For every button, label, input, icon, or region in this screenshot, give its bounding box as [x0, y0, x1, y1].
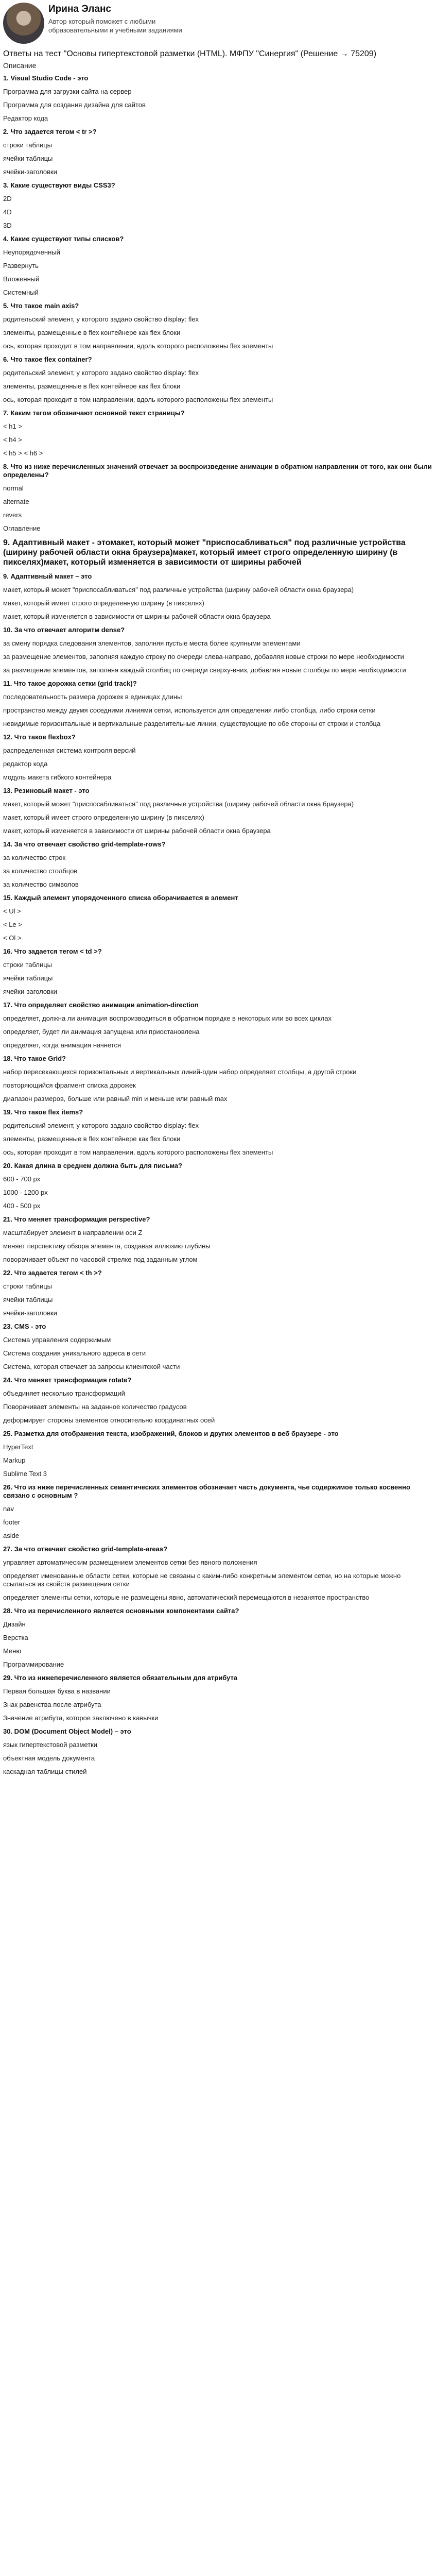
question-title: 29. Что из нижеперечисленного является обязательным для атрибута — [3, 1674, 238, 1682]
answer-option: Система создания уникального адреса в сети — [3, 1349, 146, 1357]
author-description: Автор который поможет с любыми образовательными и учебными заданиями — [48, 18, 182, 34]
answer-option: Оглавление — [3, 524, 41, 532]
question-block — [3, 1674, 433, 1722]
answer-option: Вложенный — [3, 275, 40, 283]
answer-option: за смену порядка следования элементов, заполняя пустые места более крупными элементами — [3, 639, 301, 647]
answer-option: повторяющийся фрагмент списка дорожек — [3, 1081, 136, 1089]
answer-option: Первая большая буква в названии — [3, 1687, 111, 1695]
author-info — [48, 3, 208, 35]
answer-option: строки таблицы — [3, 141, 53, 149]
question-title: 10. За что отвечает алгоритм dense? — [3, 626, 125, 634]
question-block — [3, 1727, 433, 1776]
answer-option: Развернуть — [3, 262, 39, 269]
answer-option: родительский элемент, у которого задано свойство display: flex — [3, 315, 199, 323]
question-title: 8. Что из ниже перечисленных значений отвечает за воспроизведение анимации в обратном направлении от того, как они были определены? — [3, 463, 432, 479]
answer-option: < Ol > — [3, 934, 22, 942]
question-block — [3, 74, 433, 123]
question-title: 5. Что такое main axis? — [3, 302, 79, 310]
answer-option: ячейки таблицы — [3, 155, 53, 162]
answer-option: распределенная система контроля версий — [3, 747, 136, 754]
answer-option: объединяет несколько трансформаций — [3, 1389, 125, 1397]
answer-option: ячейки таблицы — [3, 1296, 53, 1303]
answer-option: модуль макета гибкого контейнера — [3, 773, 112, 781]
question-title: 17. Что определяет свойство анимации animation-direction — [3, 1001, 199, 1009]
question-block — [3, 1269, 433, 1317]
answer-option: за количество символов — [3, 880, 79, 888]
author-card — [3, 0, 433, 49]
question-title: 9. Адаптивный макет – это — [3, 572, 92, 580]
answer-option: 3D — [3, 222, 12, 229]
question-title: 7. Каким тегом обозначают основной текст страницы? — [3, 409, 185, 417]
description-label: Описание — [3, 61, 37, 70]
question-title: 2. Что задается тегом < tr >? — [3, 128, 97, 135]
question-block — [3, 1430, 433, 1478]
author-name[interactable]: Ирина Эланс — [48, 4, 111, 14]
answer-option: определяет, должна ли анимация воспроизводиться в обратном порядке в некоторых или во всех циклах — [3, 1014, 332, 1022]
question-title: 11. Что такое дорожка сетки (grid track)? — [3, 680, 137, 687]
answer-option: язык гипертекстовой разметки — [3, 1741, 98, 1749]
answer-option: 400 - 500 px — [3, 1202, 41, 1210]
answer-option: элементы, размещенные в flex контейнере как flex блоки — [3, 382, 181, 390]
answer-option: за количество столбцов — [3, 867, 78, 875]
answer-option: Система управления содержимым — [3, 1336, 111, 1344]
question-title: 27. За что отвечает свойство grid-template-areas? — [3, 1545, 168, 1553]
answer-option: макет, который может "приспосабливаться" под различные устройства (ширину рабочей области окна браузера) — [3, 800, 354, 808]
question-block — [3, 128, 433, 176]
answer-option: Sublime Text 3 — [3, 1470, 47, 1478]
answer-option: Дизайн — [3, 1620, 26, 1628]
answer-option: последовательность размера дорожек в единицах длины — [3, 693, 182, 701]
question-block — [3, 1323, 433, 1371]
answer-option: за количество строк — [3, 854, 66, 861]
question-title: 3. Какие существуют виды CSS3? — [3, 181, 115, 189]
answer-option: меняет перспективу обзора элемента, создавая иллюзию глубины — [3, 1242, 211, 1250]
document-title: Ответы на тест "Основы гипертекстовой разметки (HTML). МФПУ "Синергия" (Решение → 75209) — [3, 49, 377, 58]
question-list — [3, 74, 433, 1776]
question-title: 28. Что из перечисленного является основными компонентами сайта? — [3, 1607, 239, 1615]
answer-option: строки таблицы — [3, 961, 53, 969]
answer-option: макет, который изменяется в зависимости от ширины рабочей области окна браузера — [3, 613, 271, 620]
question-block — [3, 733, 433, 782]
answer-option: HyperText — [3, 1443, 33, 1451]
question-title: 19. Что такое flex items? — [3, 1108, 83, 1116]
answer-option: < h5 > < h6 > — [3, 449, 43, 457]
answer-option: определяет элементы сетки, которые не размещены явно, автоматический перемещаются в незанятое пространство — [3, 1594, 370, 1601]
question-title: 15. Каждый элемент упорядоченного списка оборачивается в элемент — [3, 894, 238, 902]
question-block — [3, 1055, 433, 1103]
answer-option: деформирует стороны элементов относительно координатных осей — [3, 1416, 215, 1424]
question-block — [3, 1483, 433, 1540]
question-block — [3, 538, 433, 567]
answer-option: макет, который имеет строго определенную ширину (в пикселях) — [3, 814, 204, 821]
question-block — [3, 1215, 433, 1264]
answer-option: aside — [3, 1532, 20, 1539]
question-block — [3, 1001, 433, 1049]
answer-option: alternate — [3, 498, 29, 505]
question-title: 1. Visual Studio Code - это — [3, 74, 89, 82]
question-block — [3, 1607, 433, 1669]
answer-option: 2D — [3, 195, 12, 202]
question-block — [3, 787, 433, 835]
answer-option: Программа для загрузки сайта на сервер — [3, 88, 132, 95]
answer-option: каскадная таблицы стилей — [3, 1768, 87, 1775]
answer-option: revers — [3, 511, 22, 519]
question-title: 6. Что такое flex container? — [3, 355, 92, 363]
answer-option: < Le > — [3, 921, 22, 928]
question-title: 9. Адаптивный макет - этомакет, который может "приспосабливаться" под различные устройства (ширину рабочей области окна браузера)макет, который имеет строго определенную ширину (в пикселях)макет, который изменяется в зависимости от ширины рабочей — [3, 538, 406, 567]
question-block — [3, 1545, 433, 1602]
answer-option: ось, которая проходит в том направлении, вдоль которого расположены flex элементы — [3, 396, 273, 403]
answer-option: за размещение элементов, заполняя каждый столбец по очереди сверху-вниз, добавляя новые столбцы по мере необходимости — [3, 666, 406, 674]
answer-option: определяет, будет ли анимация запущена или приостановлена — [3, 1028, 200, 1036]
question-title: 4. Какие существуют типы списков? — [3, 235, 124, 243]
answer-option: ячейки-заголовки — [3, 1309, 57, 1317]
answer-option: набор пересекающихся горизонтальных и вертикальных линий-один набор определяет столбцы, а другой строки — [3, 1068, 357, 1076]
answer-option: Markup — [3, 1456, 26, 1464]
question-title: 13. Резиновый макет - это — [3, 787, 90, 794]
answer-option: ячейки-заголовки — [3, 988, 57, 995]
question-title: 21. Что меняет трансформация perspective? — [3, 1215, 150, 1223]
question-title: 20. Какая длина в среднем должна быть для письма? — [3, 1162, 183, 1170]
answer-option: Неупорядоченный — [3, 248, 60, 256]
answer-option: Поворачивает элементы на заданное количество градусов — [3, 1403, 187, 1411]
question-title: 14. За что отвечает свойство grid-template-rows? — [3, 840, 166, 848]
answer-option: ось, которая проходит в том направлении, вдоль которого расположены flex элементы — [3, 1148, 273, 1156]
answer-option: Верстка — [3, 1634, 28, 1641]
question-block — [3, 463, 433, 533]
answer-option: nav — [3, 1505, 14, 1513]
question-title: 24. Что меняет трансформация rotate? — [3, 1376, 132, 1384]
answer-option: Программа для создания дизайна для сайтов — [3, 101, 146, 109]
question-block — [3, 572, 433, 621]
question-title: 18. Что такое Grid? — [3, 1055, 66, 1062]
answer-option: поворачивает объект по часовой стрелке под заданным углом — [3, 1256, 198, 1263]
answer-option: Программирование — [3, 1660, 64, 1668]
answer-option: определяет, когда анимация начнется — [3, 1041, 121, 1049]
question-title: 30. DOM (Document Object Model) – это — [3, 1727, 131, 1735]
question-block — [3, 680, 433, 728]
answer-option: ось, которая проходит в том направлении, вдоль которого расположены flex элементы — [3, 342, 273, 350]
question-block — [3, 235, 433, 297]
question-title: 16. Что задается тегом < td >? — [3, 947, 102, 955]
answer-option: масштабирует элемент в направлении оси Z — [3, 1229, 143, 1236]
answer-option: 1000 - 1200 px — [3, 1189, 48, 1196]
question-block — [3, 355, 433, 404]
answer-option: редактор кода — [3, 760, 48, 768]
answer-option: < h1 > — [3, 422, 22, 430]
answer-option: < h4 > — [3, 436, 22, 444]
answer-option: пространство между двумя соседними линиями сетки, используется для определения либо столбца, либо строки сетки — [3, 706, 376, 714]
question-block — [3, 1376, 433, 1425]
question-block — [3, 409, 433, 457]
answer-option: Системный — [3, 289, 39, 296]
question-block — [3, 626, 433, 674]
answer-option: невидимые горизонтальные и вертикальные разделительные линии, существующие по обе стороны от строки и столбца — [3, 720, 381, 727]
answer-option: ячейки-заголовки — [3, 168, 57, 176]
answer-option: диапазон размеров, больше или равный min и меньше или равный max — [3, 1095, 228, 1103]
question-title: 26. Что из ниже перечисленных семантических элементов обозначает часть документа, чье содержимое только косвенно связано с основным ? — [3, 1483, 410, 1499]
question-block — [3, 947, 433, 996]
question-block — [3, 1162, 433, 1210]
question-title: 25. Разметка для отображения текста, изображений, блоков и других элементов в веб браузере - это — [3, 1430, 339, 1437]
answer-option: ячейки таблицы — [3, 974, 53, 982]
answer-option: родительский элемент, у которого задано свойство display: flex — [3, 1122, 199, 1129]
answer-option: родительский элемент, у которого задано свойство display: flex — [3, 369, 199, 377]
answer-option: Знак равенства после атрибута — [3, 1701, 101, 1708]
author-avatar[interactable] — [3, 3, 44, 44]
answer-option: строки таблицы — [3, 1282, 53, 1290]
answer-option: элементы, размещенные в flex контейнере как flex блоки — [3, 329, 181, 336]
answer-option: Значение атрибута, которое заключено в кавычки — [3, 1714, 159, 1722]
answer-option: объектная модель документа — [3, 1754, 95, 1762]
question-block — [3, 302, 433, 350]
question-title: 23. CMS - это — [3, 1323, 46, 1330]
answer-option: Система, которая отвечает за запросы клиентской части — [3, 1363, 180, 1370]
question-block — [3, 1108, 433, 1157]
question-title: 22. Что задается тегом < th >? — [3, 1269, 102, 1277]
answer-option: 4D — [3, 208, 12, 216]
answer-option: макет, который изменяется в зависимости от ширины рабочей области окна браузера — [3, 827, 271, 835]
answer-option: макет, который может "приспосабливаться" под различные устройства (ширину рабочей области окна браузера) — [3, 586, 354, 594]
answer-option: Меню — [3, 1647, 22, 1655]
question-block — [3, 181, 433, 230]
answer-option: normal — [3, 484, 24, 492]
answer-option: за размещение элементов, заполняя каждую строку по очереди слева-направо, добавляя новые строки по мере необходимости — [3, 653, 404, 660]
answer-option: footer — [3, 1518, 21, 1526]
question-block — [3, 840, 433, 889]
answer-option: определяет именованные области сетки, которые не связаны с каким-либо конкретным элементом сетки, но на которые можно ссылаться из свойств размещения сетки — [3, 1572, 401, 1588]
answer-option: элементы, размещенные в flex контейнере как flex блоки — [3, 1135, 181, 1143]
question-block — [3, 894, 433, 942]
answer-option: макет, который имеет строго определенную ширину (в пикселях) — [3, 599, 204, 607]
question-title: 12. Что такое flexbox? — [3, 733, 76, 741]
answer-option: 600 - 700 px — [3, 1175, 41, 1183]
answer-option: управляет автоматическим размещением элементов сетки без явного положения — [3, 1558, 257, 1566]
answer-option: Редактор кода — [3, 114, 48, 122]
answer-option: < Ul > — [3, 907, 21, 915]
